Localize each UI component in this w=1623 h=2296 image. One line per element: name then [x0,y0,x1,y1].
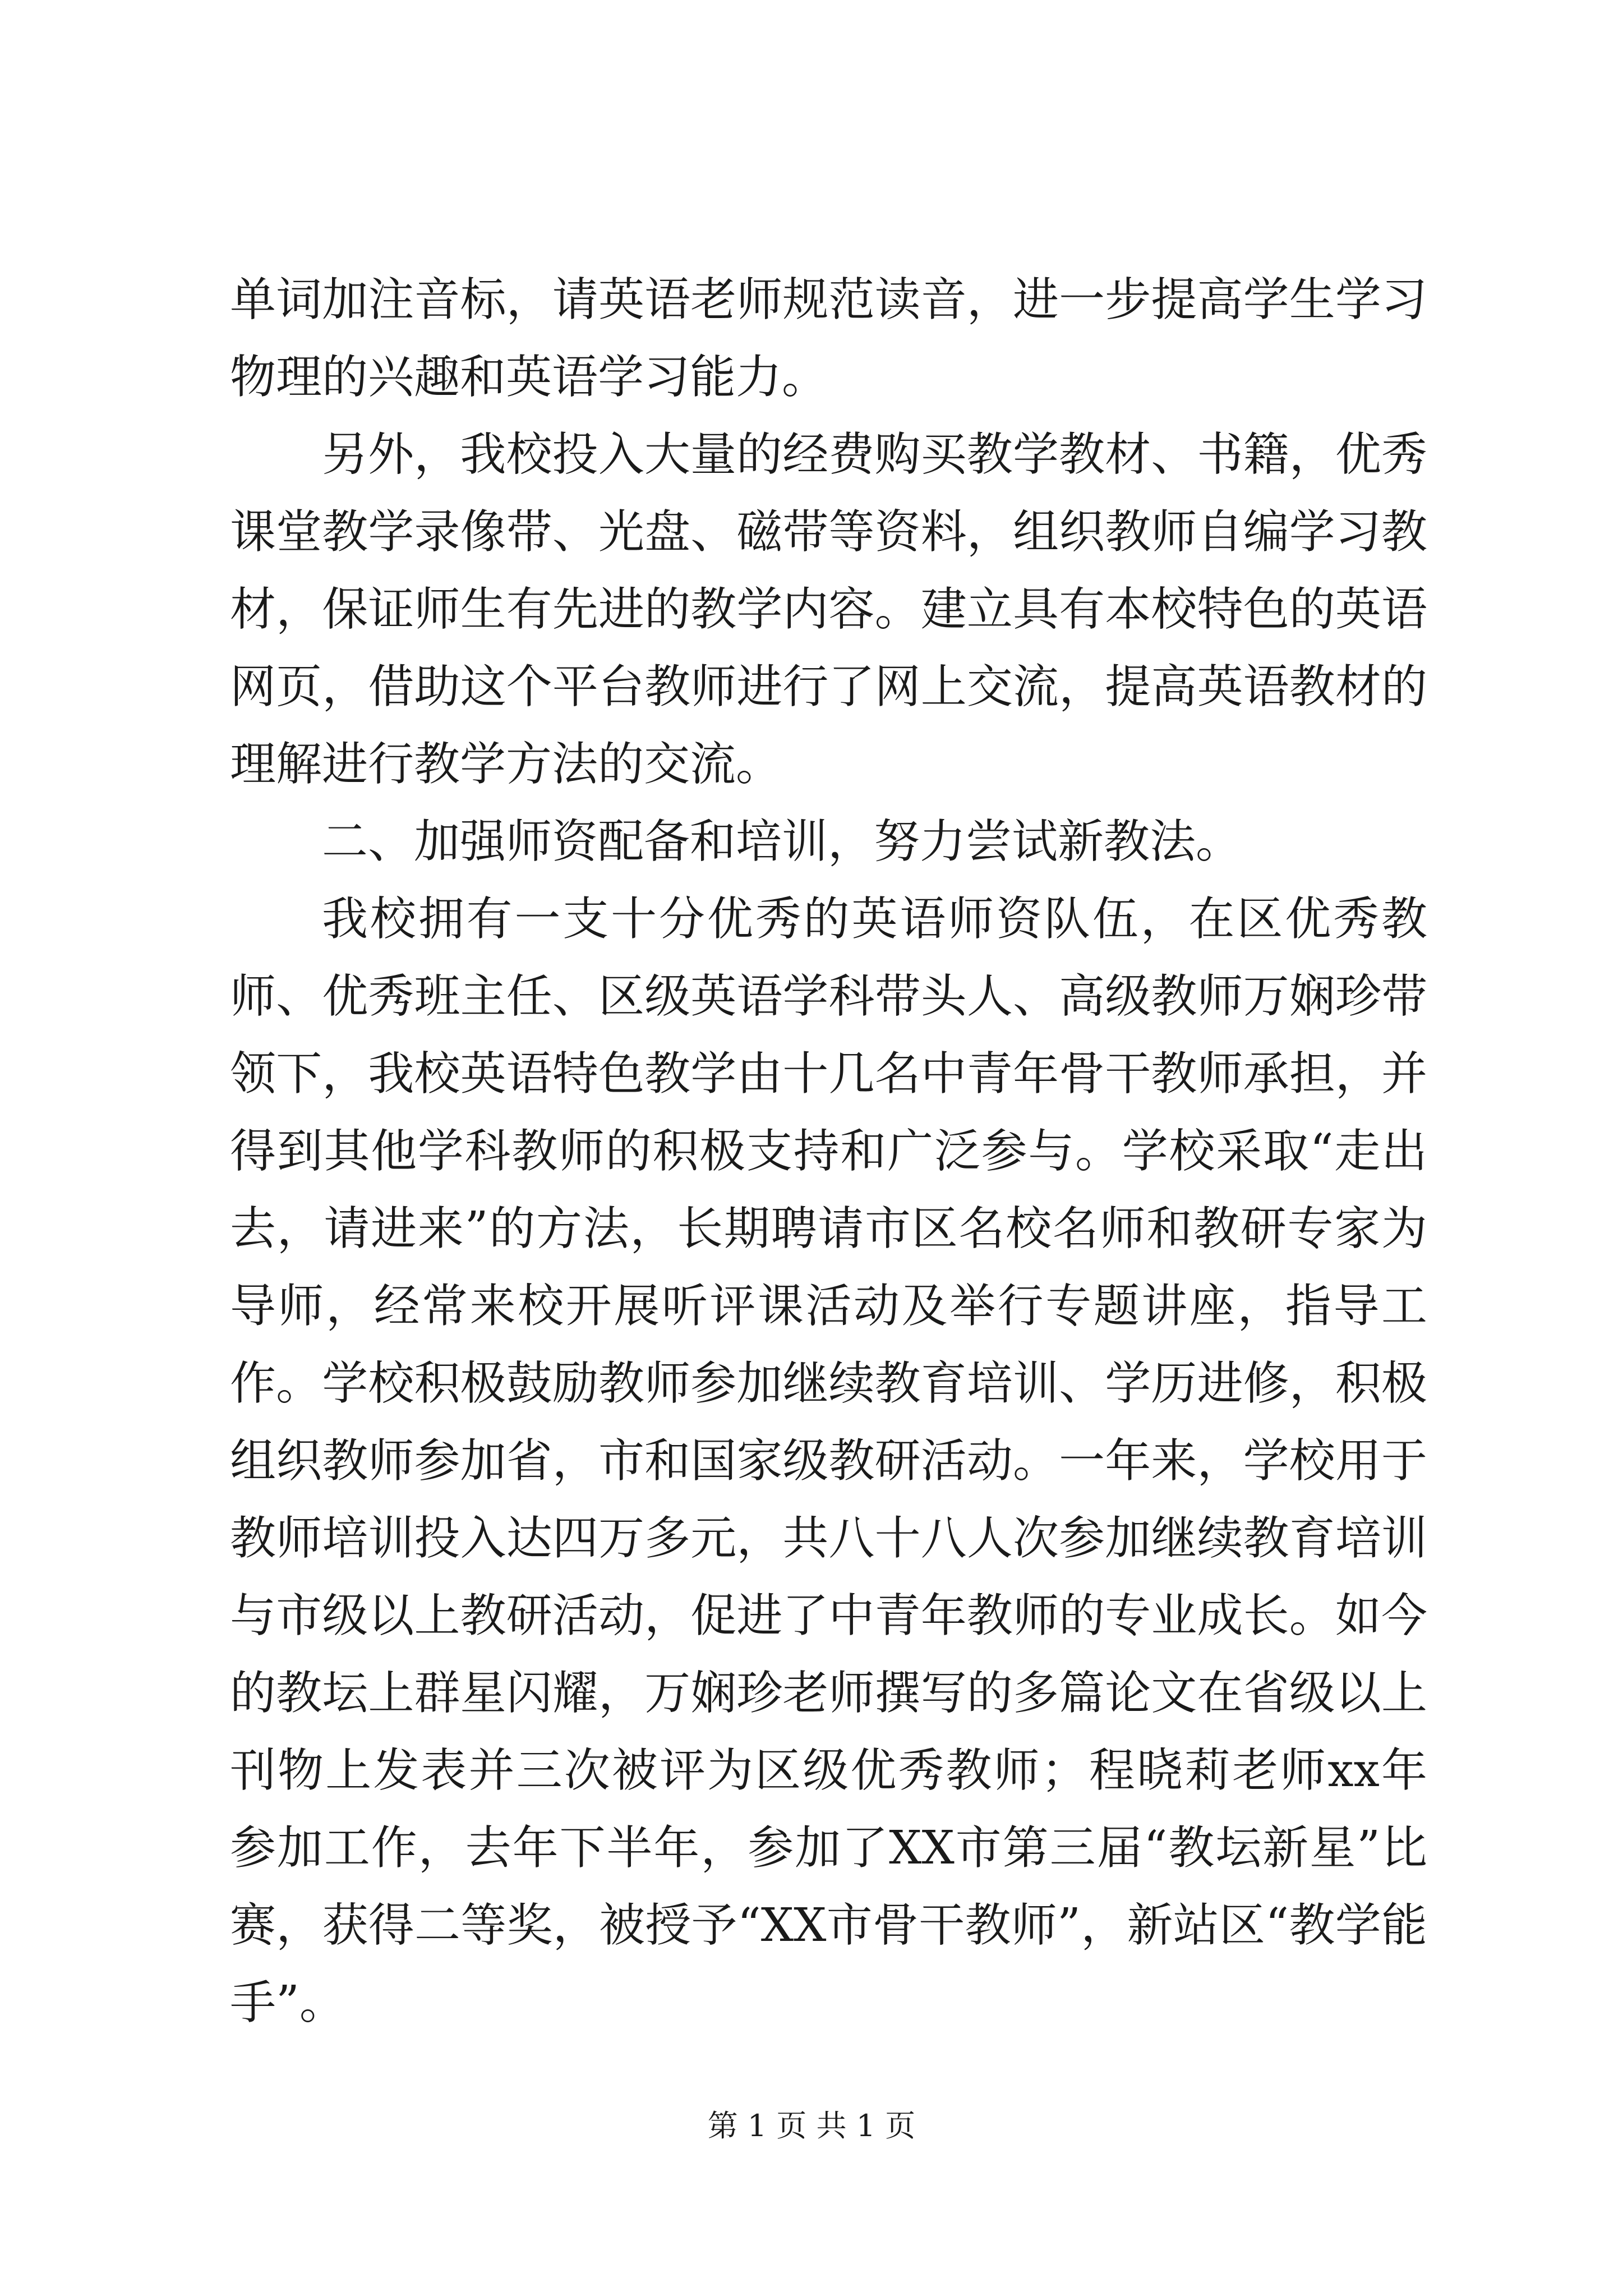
page-footer: 第 1 页 共 1 页 [707,2108,916,2143]
document-body [230,261,1427,2042]
paragraph-2: 另外，我校投入大量的经费购买教学教材、书籍，优秀课堂教学录像带、光盘、磁带等资料，组织教师自编学习教材，保证师生有先进的教学内容。建立具有本校特色的英语网页，借助这个平台教师进行了网上交流，提高英语教材的理解进行教学方法的交流。 [230,428,1427,791]
paragraph-3: 我校拥有一支十分优秀的英语师资队伍，在区优秀教师、优秀班主任、区级英语学科带头人、高级教师万娴珍带领下，我校英语特色教学由十几名中青年骨干教师承担，并得到其他学科教师的积极支持和广泛参与。学校采取“走出去，请进来”的方法，长期聘请市区名校名师和教研专家为导师，经常来校开展听评课活动及举行专题讲座，指导工作。学校积极鼓励教师参加继续教育培训、学历进修，积极组织教师参加省，市和国家级教研活动。一年来，学校用于教师培训投入达四万多元，共八十八人次参加继续教育培训与市级以上教研活动，促进了中青年教师的专业成长。如今的教坛上群星闪耀，万娴珍老师撰写的多篇论文在省级以上刊物上发表并三次被评为区级优秀教师；程晓莉老师xx年参加工作，去年下半年，参加了XX市第三届“教坛新星”比赛，获得二等奖，被授予“XX市骨干教师”，新站区“教学能手”。 [230,892,1427,2030]
section-heading: 二、加强师资配备和培训，努力尝试新教法。 [322,815,1242,868]
paragraph-1: 单词加注音标，请英语老师规范读音，进一步提高学生学习物理的兴趣和英语学习能力。 [230,273,1427,404]
